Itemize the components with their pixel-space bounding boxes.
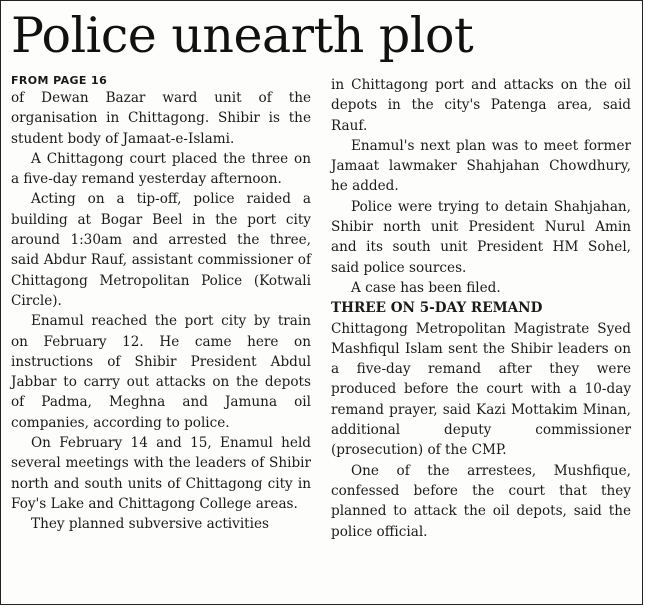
paragraph: of Dewan Bazar ward unit of the organisation in Chittagong. Shibir is the student body of Jamaat-e-Islami. — [11, 90, 311, 147]
paragraph: On February 14 and 15, Enamul held several meetings with the leaders of Shibir north and south units of Chittagong city in Foy's Lake and Chittagong College areas. — [11, 435, 311, 512]
right-column — [331, 75, 631, 542]
paragraph: Chittagong Metropolitan Magistrate Syed Mashfiqul Islam sent the Shibir leaders on a five-day remand after they were produced before the court with a 10-day remand prayer, said Kazi Mottakim Minan, additional deputy commissioner (prosecution) of the CMP. — [331, 320, 631, 459]
paragraph: Acting on a tip-off, police raided a building at Bogar Beel in the port city around 1:30am and arrested the three, said Abdur Rauf, assistant commissioner of Chittagong Metropolitan Police (Kotwali Circle). — [11, 191, 311, 309]
left-column — [11, 73, 311, 535]
paragraph: Enamul's next plan was to meet former Jamaat lawmaker Shahjahan Chowdhury, he added. — [331, 137, 631, 195]
paragraph: Police were trying to detain Shahjahan, Shibir north unit President Nurul Amin and its south unit President HM Sohel, said police sources. — [331, 198, 631, 276]
paragraph: A case has been filed. — [351, 279, 501, 296]
paragraph: in Chittagong port and attacks on the oil depots in the city's Patenga area, said Rauf. — [331, 77, 631, 134]
headline: Police unearth plot — [11, 7, 474, 64]
paragraph: One of the arrestees, Mushfique, confessed before the court that they planned to attack the oil depots, said the police official. — [331, 462, 631, 540]
paragraph: A Chittagong court placed the three on a five-day remand yesterday afternoon. — [11, 150, 311, 188]
kicker: FROM PAGE 16 — [11, 74, 108, 87]
subheading: THREE ON 5-DAY REMAND — [331, 300, 543, 317]
paragraph: They planned subversive activities — [31, 516, 270, 533]
paragraph: Enamul reached the port city by train on February 12. He came here on instructions of Shibir President Abdul Jabbar to carry out attacks on the depots of Padma, Meghna and Jamuna oil companies, according to police. — [11, 313, 311, 431]
